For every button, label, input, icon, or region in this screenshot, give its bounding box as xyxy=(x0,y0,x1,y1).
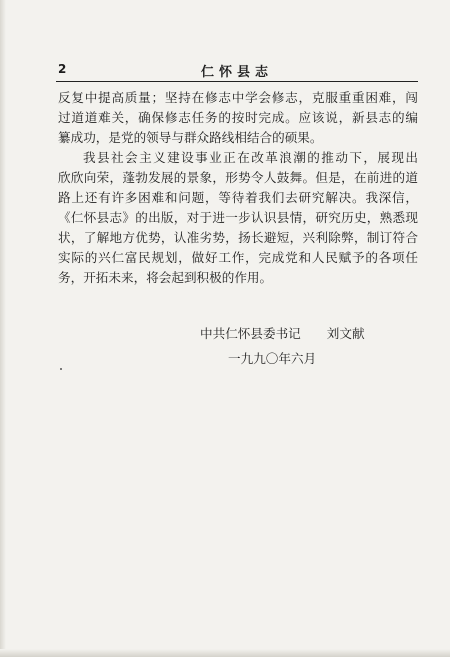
text-line: 务，开拓未来，将会起到积极的作用。 xyxy=(58,270,273,285)
signature-organization: 中共仁怀县委书记 xyxy=(200,326,301,341)
header-rule xyxy=(56,81,418,82)
text-line: 欣欣向荣，蓬勃发展的景象，形势令人鼓舞。但是，在前进的道 xyxy=(58,170,418,185)
text-line: 我县社会主义建设事业正在改革浪潮的推动下，展现出 xyxy=(83,150,418,165)
paragraph-1 xyxy=(58,88,418,148)
page-header xyxy=(58,60,416,80)
signature-line xyxy=(200,323,400,342)
text-line: 过道道难关，确保修志任务的按时完成。应该说，新县志的编 xyxy=(58,110,418,125)
text-line: 实际的兴仁富民规划，做好工作，完成党和人民赋予的各项任 xyxy=(58,250,418,265)
signature-date: 一九九〇年六月 xyxy=(228,351,317,366)
print-speck xyxy=(60,368,62,370)
running-title: 仁怀县志 xyxy=(200,65,273,80)
text-line: 反复中提高质量；坚持在修志中学会修志，克服重重困难，闯 xyxy=(58,90,418,105)
text-line: 状，了解地方优势，认准劣势，扬长避短，兴利除弊，制订符合 xyxy=(58,230,418,245)
text-line: 《仁怀县志》的出版，对于进一步认识县情，研究历史，熟悉现 xyxy=(58,210,418,225)
text-line: 纂成功，是党的领导与群众路线相结合的硕果。 xyxy=(58,130,323,145)
page-bottom-shadow xyxy=(0,649,450,657)
body-text xyxy=(58,88,418,288)
signature-name: 刘文献 xyxy=(326,326,365,341)
page-number: 2 xyxy=(58,62,67,76)
page-edge-shadow xyxy=(0,0,6,657)
text-line: 路上还有许多困难和问题，等待着我们去研究解决。我深信， xyxy=(58,190,418,205)
paragraph-2 xyxy=(58,148,418,288)
